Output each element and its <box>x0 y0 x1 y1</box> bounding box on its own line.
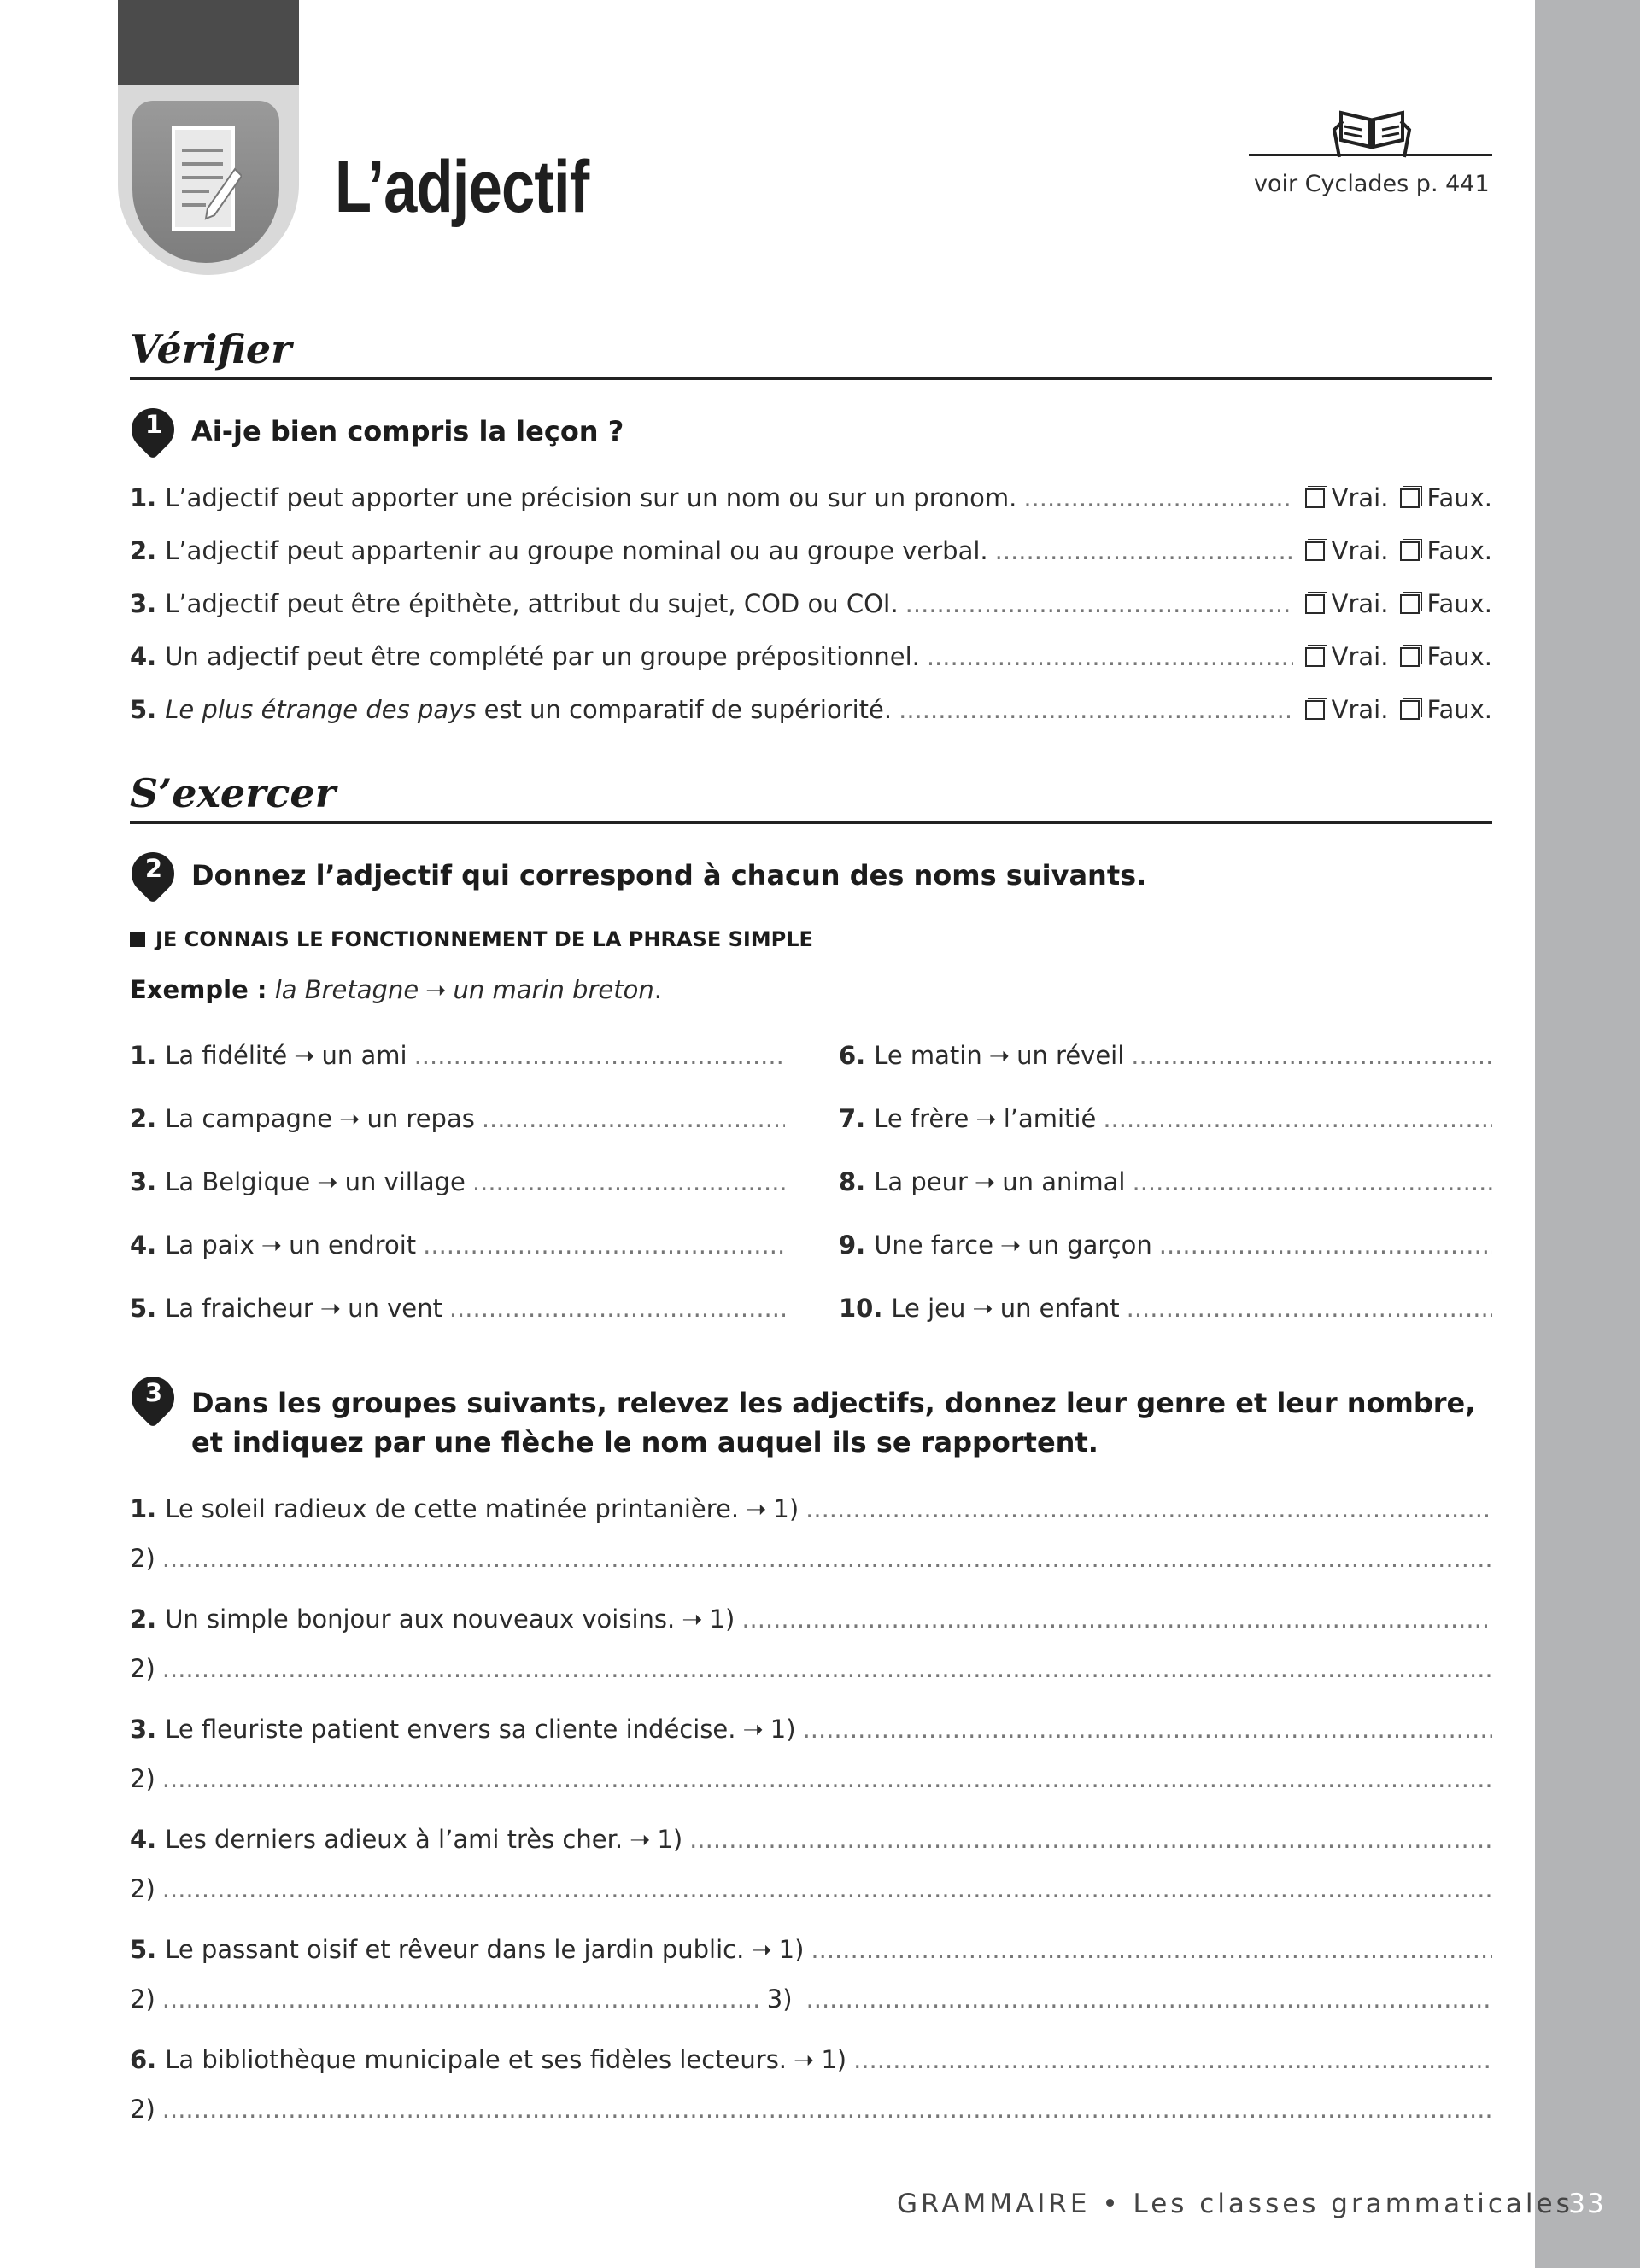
answer-blank[interactable] <box>803 1711 1492 1747</box>
exercise-number-badge: 2 <box>132 852 176 897</box>
group-item: 2. Un simple bonjour aux nouveaux voisins. ➝ 1) ..... <box>130 1601 1492 1637</box>
answer-blank[interactable] <box>482 1101 785 1137</box>
noun-item: 6. Le matin ➝ un réveil ..... <box>839 1038 1492 1073</box>
noun-item: 9. Une farce ➝ un garçon ..... <box>839 1227 1492 1263</box>
false-checkbox[interactable]: Faux. <box>1400 692 1492 728</box>
group-item: 3. Le fleuriste patient envers sa cliente indécise. ➝ 1) ..... <box>130 1711 1492 1747</box>
group-item: 4. Les derniers adieux à l’ami très cher. ➝ 1) ..... <box>130 1821 1492 1857</box>
answer-blank[interactable] <box>472 1164 785 1200</box>
section-title-practice: S’exercer <box>130 770 336 816</box>
true-checkbox[interactable]: Vrai. <box>1305 480 1389 516</box>
answer-blank[interactable] <box>414 1038 785 1073</box>
answer-blank[interactable] <box>689 1821 1492 1857</box>
noun-item: 3. La Belgique ➝ un village ..... <box>130 1164 785 1200</box>
skill-label: JE CONNAIS LE FONCTIONNEMENT DE LA PHRASE SIMPLE <box>130 927 813 951</box>
exercise-3-title: Dans les groupes suivants, relevez les adjectifs, donnez leur genre et leur nombre, et indiquez par une flèche le nom auquel ils se rapportent. <box>191 1387 1476 1458</box>
noun-item: 1. La fidélité ➝ un ami ..... <box>130 1038 785 1073</box>
reading-book-icon <box>1331 96 1413 159</box>
reference-text: voir Cyclades p. 441 <box>1254 171 1490 197</box>
false-checkbox[interactable]: Faux. <box>1400 639 1492 675</box>
true-checkbox[interactable]: Vrai. <box>1305 533 1389 569</box>
document-pencil-icon <box>132 101 279 263</box>
group-item-line2: 2) ..... <box>130 1761 1492 1797</box>
example-line: Exemple : la Bretagne ➝ un marin breton. <box>130 975 662 1004</box>
noun-item: 2. La campagne ➝ un repas ..... <box>130 1101 785 1137</box>
footer-text: GRAMMAIRE • Les classes grammaticales <box>897 2189 1573 2219</box>
section-rule <box>130 821 1492 824</box>
page-number: 33 <box>1568 2189 1606 2219</box>
group-item-line2: 2) ..... <box>130 1651 1492 1686</box>
false-checkbox[interactable]: Faux. <box>1400 480 1492 516</box>
group-item: 6. La bibliothèque municipale et ses fidèles lecteurs. ➝ 1) ..... <box>130 2042 1492 2078</box>
true-checkbox[interactable]: Vrai. <box>1305 586 1389 622</box>
true-false-item: 3. L’adjectif peut être épithète, attribut du sujet, COD ou COI. ..... Vrai. Faux. <box>130 586 1492 622</box>
reference-rule <box>1249 154 1492 156</box>
noun-item: 10. Le jeu ➝ un enfant ..... <box>839 1290 1492 1326</box>
false-checkbox[interactable]: Faux. <box>1400 586 1492 622</box>
group-item-line2: 2) ..... 3) ..... <box>130 1981 1492 2017</box>
answer-blank[interactable] <box>162 1761 1492 1797</box>
group-item-line2: 2) ..... <box>130 1540 1492 1576</box>
answer-blank[interactable] <box>423 1227 785 1263</box>
true-checkbox[interactable]: Vrai. <box>1305 692 1389 728</box>
true-false-item: 2. L’adjectif peut appartenir au groupe nominal ou au groupe verbal. ..... Vrai. Faux. <box>130 533 1492 569</box>
noun-item: 7. Le frère ➝ l’amitié ..... <box>839 1101 1492 1137</box>
group-item-line2: 2) ..... <box>130 2091 1492 2127</box>
answer-blank[interactable] <box>741 1601 1492 1637</box>
true-false-item: 1. L’adjectif peut apporter une précision sur un nom ou sur un pronom. ..... Vrai. Faux. <box>130 480 1492 516</box>
group-item-line2: 2) ..... <box>130 1871 1492 1907</box>
noun-item: 4. La paix ➝ un endroit ..... <box>130 1227 785 1263</box>
answer-blank[interactable] <box>853 2042 1492 2078</box>
noun-item: 8. La peur ➝ un animal ..... <box>839 1164 1492 1200</box>
false-checkbox[interactable]: Faux. <box>1400 533 1492 569</box>
answer-blank[interactable] <box>806 1981 1492 2017</box>
answer-blank[interactable] <box>162 1651 1492 1686</box>
answer-blank[interactable] <box>1159 1227 1492 1263</box>
answer-blank[interactable] <box>811 1932 1492 1967</box>
exercise-number-badge: 1 <box>132 408 176 453</box>
exercise-2-title: Donnez l’adjectif qui correspond à chacun des noms suivants. <box>191 859 1147 891</box>
exercise-1-title: Ai-je bien compris la leçon ? <box>191 415 624 447</box>
exercise-number-badge: 3 <box>132 1377 176 1421</box>
answer-blank[interactable] <box>162 1540 1492 1576</box>
answer-blank[interactable] <box>162 1871 1492 1907</box>
true-checkbox[interactable]: Vrai. <box>1305 639 1389 675</box>
answer-blank[interactable] <box>162 1981 760 2017</box>
answer-blank[interactable] <box>1132 1164 1492 1200</box>
section-title-verify: Vérifier <box>130 326 292 372</box>
group-item: 1. Le soleil radieux de cette matinée printanière. ➝ 1) ..... <box>130 1491 1492 1527</box>
answer-blank[interactable] <box>1103 1101 1492 1137</box>
answer-blank[interactable] <box>805 1491 1492 1527</box>
group-item: 5. Le passant oisif et rêveur dans le jardin public. ➝ 1) ..... <box>130 1932 1492 1967</box>
page-title: L’adjectif <box>335 146 589 228</box>
answer-blank[interactable] <box>449 1290 785 1326</box>
answer-blank[interactable] <box>1127 1290 1492 1326</box>
noun-item: 5. La fraicheur ➝ un vent ..... <box>130 1290 785 1326</box>
true-false-item: 4. Un adjectif peut être complété par un groupe prépositionnel. ..... Vrai. Faux. <box>130 639 1492 675</box>
true-false-item: 5. Le plus étrange des pays est un comparatif de supériorité. ..... Vrai. Faux. <box>130 692 1492 728</box>
answer-blank[interactable] <box>162 2091 1492 2127</box>
answer-blank[interactable] <box>1131 1038 1492 1073</box>
side-margin-band <box>1535 0 1640 2268</box>
section-rule <box>130 377 1492 380</box>
